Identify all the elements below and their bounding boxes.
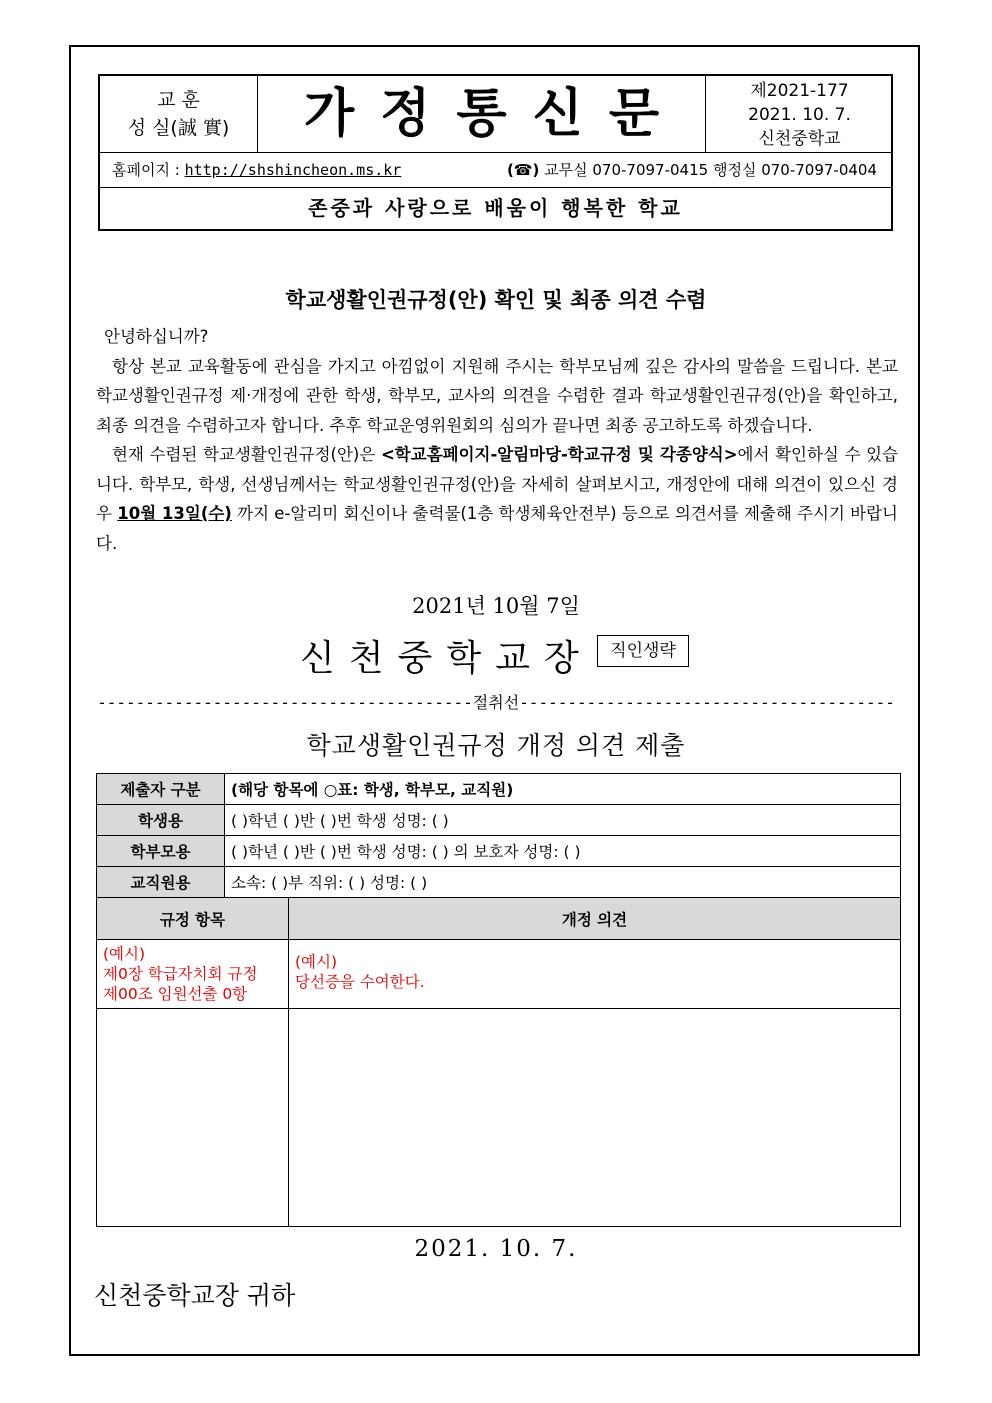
table-row (97, 867, 901, 898)
notice-body (96, 322, 898, 558)
example-row (97, 940, 901, 1009)
col-header-item: 규정 항목 (97, 898, 289, 940)
school-name: 신천중학교 (758, 129, 841, 149)
letter-title: 가정통신문 (258, 76, 706, 152)
example-item-cell (97, 940, 289, 1009)
doc-number: 제2021-177 (750, 81, 849, 101)
row-label: 학생용 (97, 805, 225, 836)
table-header-row (97, 898, 901, 940)
paragraph-1: 항상 본교 교육활동에 관심을 가지고 아낌없이 지원해 주시는 학부모님께 깊은 감사의 말씀을 드립니다. 본교 학교생활인권규정 제·개정에 관한 학생, 학부모, 교사의 의견을 수렴한 결과 학교생활인권규정(안)을 확인하고, 최종 의견을 수렴하고자 합니다. 추후 학교운영위원회의 심의가 끝나면 최종 공고하도록 하겠습니다. (96, 356, 898, 435)
staff-field[interactable]: 소속: ( )부 직위: ( ) 성명: ( ) (225, 867, 901, 898)
cut-line: ---------------------------------------절취선--------------------------------------- (97, 693, 895, 712)
parent-field[interactable]: ( )학년 ( )반 ( )번 학생 성명: ( ) 의 보호자 성명: ( ) (225, 836, 901, 867)
example-opinion-cell (289, 940, 901, 1009)
addressee: 신천중학교장 귀하 (94, 1281, 296, 1310)
issue-date: 2021. 10. 7. (748, 105, 851, 125)
opinion-table (96, 897, 901, 1227)
notice-date: 2021년 10월 7일 (412, 594, 580, 618)
row-value[interactable] (225, 774, 901, 805)
homepage-label: 홈페이지 : (112, 161, 180, 179)
table-row (97, 805, 901, 836)
submitter-table (96, 773, 901, 898)
submission-date: 2021. 10. 7. (414, 1236, 578, 1262)
motto-text: 성 실(誠 實) (127, 117, 230, 139)
homepage (112, 153, 401, 187)
form-title: 학교생활인권규정 개정 의견 제출 (306, 731, 686, 760)
col-header-opinion: 개정 의견 (289, 898, 901, 940)
submitter-type-text: (해당 항목에 ○표: 학생, 학부모, 교직원) (231, 781, 514, 799)
letter-header (98, 74, 893, 231)
homepage-path: <학교홈페이지-알림마당-학교규정 및 각종양식> (380, 445, 738, 464)
para2-part-a: 현재 수렴된 학교생활인권규정(안)은 (112, 445, 381, 464)
phone-icon: (☎) (506, 161, 540, 179)
deadline: 10월 13일(수) (117, 504, 232, 523)
school-motto (100, 76, 258, 152)
homepage-link[interactable]: http://shshincheon.ms.kr (184, 161, 402, 179)
item-input-cell[interactable] (97, 1009, 289, 1227)
phone-info (507, 153, 877, 187)
row-label: 제출자 구분 (97, 774, 225, 805)
contact-row (100, 152, 891, 188)
input-row (97, 1009, 901, 1227)
para2-part-b: 에서 확인하실 수 있습니다. 학부모, 학생, 선생님께서는 학교생활인권규정(안)을 자세히 살펴보시고, 개정안에 대해 의견이 있으신 경우 (96, 445, 899, 523)
opinion-input-cell[interactable] (289, 1009, 901, 1227)
paragraph-2 (96, 440, 898, 558)
letter-meta (706, 76, 893, 155)
table-row (97, 774, 901, 805)
para2-part-c: 까지 e-알리미 회신이나 출력물(1층 학생체육안전부) 등으로 의견서를 제출해 주시기 바랍니다. (96, 504, 898, 553)
row-label: 학부모용 (97, 836, 225, 867)
phone-numbers: 교무실 070-7097-0415 행정실 070-7097-0404 (544, 161, 877, 179)
school-slogan: 존중과 사랑으로 배움이 행복한 학교 (308, 196, 683, 220)
notice-title: 학교생활인권규정(안) 확인 및 최종 의견 수렴 (285, 288, 707, 312)
motto-label: 교 훈 (157, 89, 200, 111)
principal-name: 신천중학교장 (300, 638, 593, 679)
greeting: 안녕하십니까? (104, 327, 209, 346)
seal-omitted-box: 직인생략 (597, 635, 689, 667)
table-row (97, 836, 901, 867)
student-field[interactable]: ( )학년 ( )반 ( )번 학생 성명: ( ) (225, 805, 901, 836)
example-item: (예시) 제0장 학급자치회 규정 제00조 임원선출 0항 (103, 945, 258, 1003)
example-opinion: (예시) 당선증을 수여한다. (295, 953, 425, 991)
row-label: 교직원용 (97, 867, 225, 898)
